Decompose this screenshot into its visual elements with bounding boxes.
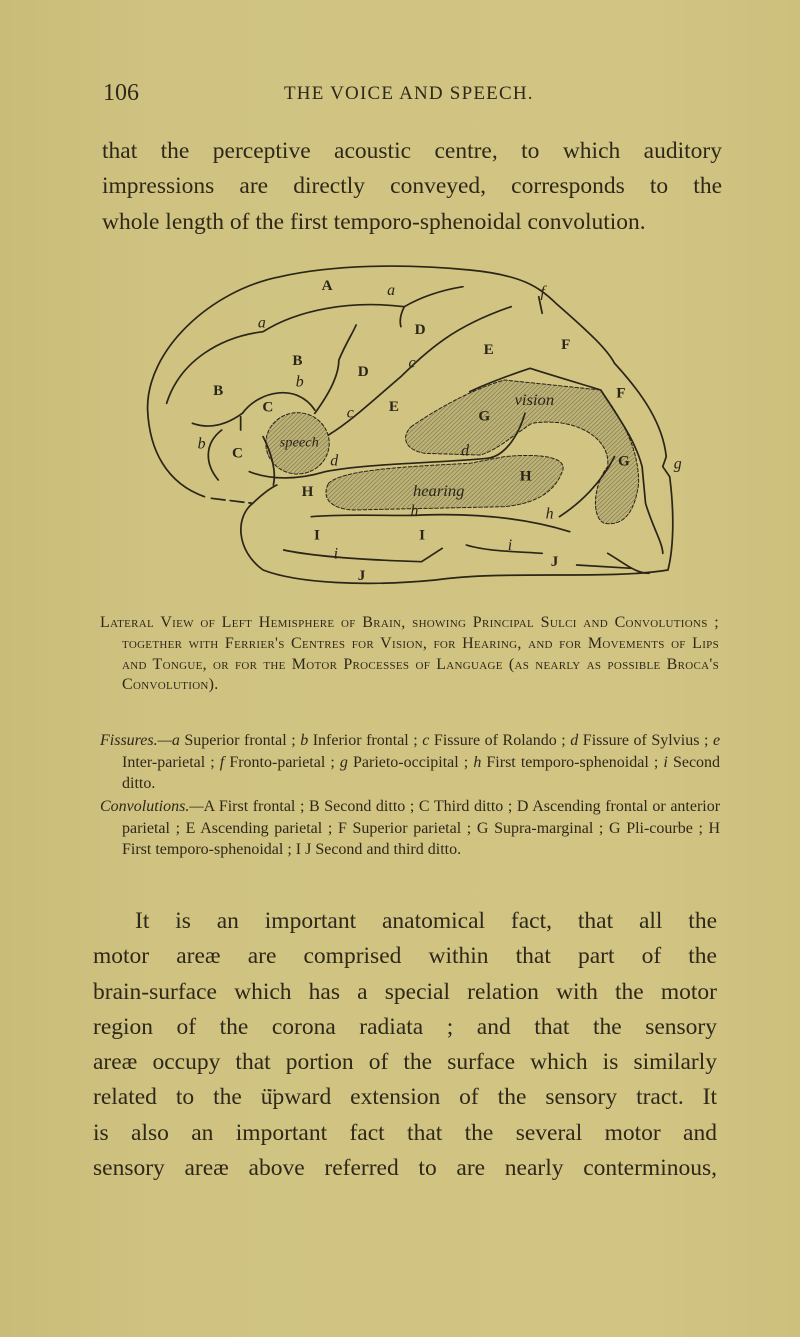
diagram-label: J	[357, 568, 366, 584]
diagram-label: b	[295, 373, 304, 391]
legend-key: F	[337, 819, 347, 837]
text-line: whole length of the first temporo-sphenoidal convolution.	[102, 208, 646, 235]
legend-description: Pli-courbe	[626, 819, 693, 837]
legend-description: Parieto-occipital	[352, 753, 459, 771]
paragraph-motor-areas	[93, 904, 717, 1186]
legend-key: h	[473, 753, 482, 771]
diagram-label: h	[545, 505, 554, 523]
legend-key: b	[300, 732, 309, 749]
legend-key: a	[171, 732, 180, 749]
legend-key: B	[309, 798, 320, 815]
legend-description: Inferior frontal	[312, 732, 409, 749]
brain-hemisphere-diagram	[139, 250, 700, 600]
diagram-label: i	[507, 537, 513, 554]
legend-key: E	[185, 819, 196, 837]
legend-description: Fronto-parietal	[229, 753, 326, 771]
diagram-label: d	[330, 452, 339, 470]
diagram-label-vision: vision	[514, 391, 555, 409]
diagram-label: F	[561, 337, 571, 353]
legend-key: g	[339, 753, 348, 771]
fissures-heading: Fissures.—	[100, 732, 172, 749]
legend-key: c	[422, 732, 430, 749]
text-line: It is an important anatomical fact, that all the	[135, 908, 717, 934]
diagram-label: C	[262, 399, 274, 416]
text-line: is also an important fact that the several motor and	[93, 1119, 717, 1146]
convolutions-heading: Convolutions.—	[100, 798, 204, 815]
diagram-label: G	[617, 453, 630, 470]
legend-description: Fissure of Rolando	[433, 732, 557, 749]
diagram-label: a	[387, 282, 396, 299]
diagram-label: c	[408, 354, 416, 372]
diagram-label: h	[410, 502, 419, 520]
text-line: motor areæ are comprised within that part of the	[93, 943, 717, 970]
diagram-label: d	[461, 442, 470, 460]
diagram-label: D	[414, 322, 426, 338]
legend-key: e	[712, 732, 721, 749]
legend-key: d	[570, 732, 579, 749]
page-number: 106	[103, 80, 139, 106]
diagram-label: I	[419, 527, 426, 544]
diagram-label: I	[314, 527, 320, 544]
text-line: sensory areæ above referred to are nearly conterminous,	[93, 1155, 717, 1182]
precentral-line	[315, 325, 356, 413]
legend-description: Ascending parietal	[200, 819, 323, 837]
diagram-label: H	[519, 468, 532, 485]
diagram-label: c	[346, 404, 354, 422]
diagram-label: A	[321, 278, 333, 294]
legend-description: First temporo-sphenoidal	[122, 841, 284, 858]
legend-description: Second ditto	[324, 798, 406, 815]
legend-key: G	[476, 819, 489, 837]
second-temporo-sphenoidal-fissure	[284, 545, 542, 562]
diagram-label-hearing: hearing	[412, 482, 465, 500]
figure-caption: Lateral View of Left Hemisphere of Brain, showing Principal Sulci and Convolutions ; together with Ferrier's Centres for Vision, for Hearing, and for Movements of Lips and Tongue, or for the Motor Processes of Language (as nearly as possible Broca's Convolution).	[100, 614, 719, 694]
frontal-base-dashed	[211, 498, 252, 503]
diagram-label: g	[673, 455, 682, 473]
legend-description: Fissure of Sylvius	[582, 732, 700, 749]
superior-frontal-fissure	[167, 287, 463, 404]
diagram-label-speech: speech	[279, 434, 319, 451]
diagram-label: B	[292, 353, 303, 369]
convolutions-legend: Convolutions.—A First frontal ; B Second ditto ; C Third ditto ; D Ascending frontal or anterior parietal ; E Ascending parietal ; F Superior parietal ; G Supra-marginal ; G Pli-courbe ; H First temporo-sphenoidal ; I J Second and third ditto.	[100, 798, 721, 858]
legend-description: First temporo-sphenoidal	[486, 753, 649, 771]
frontal-base-outline	[148, 410, 205, 497]
text-line: impressions are directly conveyed, corresponds to the	[102, 173, 722, 200]
fissures-legend: Fissures.—a Superior frontal ; b Inferior frontal ; c Fissure of Rolando ; d Fissure of Sylvius ; e Inter-parietal ; f Fronto-parietal ; g Parieto-occipital ; h First temporo-sphenoidal ; i Second ditto.	[100, 732, 721, 792]
legend-key: G	[609, 819, 621, 837]
legend-key: i	[663, 753, 668, 771]
text-line: related to the ü̈pward extension of the sensory tract. It	[93, 1084, 717, 1111]
diagram-label: a	[257, 314, 266, 332]
legend-description: Third ditto	[433, 798, 504, 815]
text-line: areæ occupy that portion of the surface which is similarly	[93, 1049, 717, 1076]
legend-description: Ascending frontal or anterior parietal	[122, 798, 721, 837]
legend-key: f	[219, 753, 225, 771]
diagram-label: B	[213, 383, 224, 399]
legend-key: I J	[295, 841, 312, 858]
diagram-label: E	[388, 399, 399, 415]
legend-description: First frontal	[218, 798, 296, 815]
diagram-label: F	[616, 385, 626, 402]
diagram-label: E	[483, 342, 494, 358]
diagram-label: D	[357, 364, 369, 380]
diagram-label: J	[550, 554, 559, 570]
legend-key: A	[203, 798, 215, 815]
text-line: region of the corona radiata ; and that the sensory	[93, 1013, 717, 1040]
legend-key: C	[418, 798, 430, 815]
diagram-label: i	[333, 545, 339, 563]
legend-key: D	[516, 798, 529, 815]
text-line: brain-surface which has a special relation with the motor	[93, 978, 717, 1005]
diagram-label: H	[301, 484, 314, 500]
legend-description: Superior parietal	[352, 819, 462, 837]
text-line: that the perceptive acoustic centre, to which auditory	[102, 138, 722, 164]
legend-description: Superior frontal	[184, 732, 287, 749]
legend-key: H	[708, 819, 721, 837]
occipital-sulci	[577, 553, 649, 573]
paragraph-intro	[102, 134, 722, 240]
diagram-label: G	[478, 408, 491, 425]
running-title: THE VOICE AND SPEECH.	[284, 83, 534, 104]
legend-description: Second and third ditto.	[315, 841, 462, 858]
diagram-label: C	[232, 445, 243, 462]
diagram-label: b	[197, 435, 206, 453]
legend-description: Inter-parietal	[122, 753, 206, 771]
legend-description: Second ditto.	[122, 753, 721, 792]
diagram-label: f	[540, 283, 545, 301]
legend-description: Supra-marginal	[494, 819, 594, 837]
